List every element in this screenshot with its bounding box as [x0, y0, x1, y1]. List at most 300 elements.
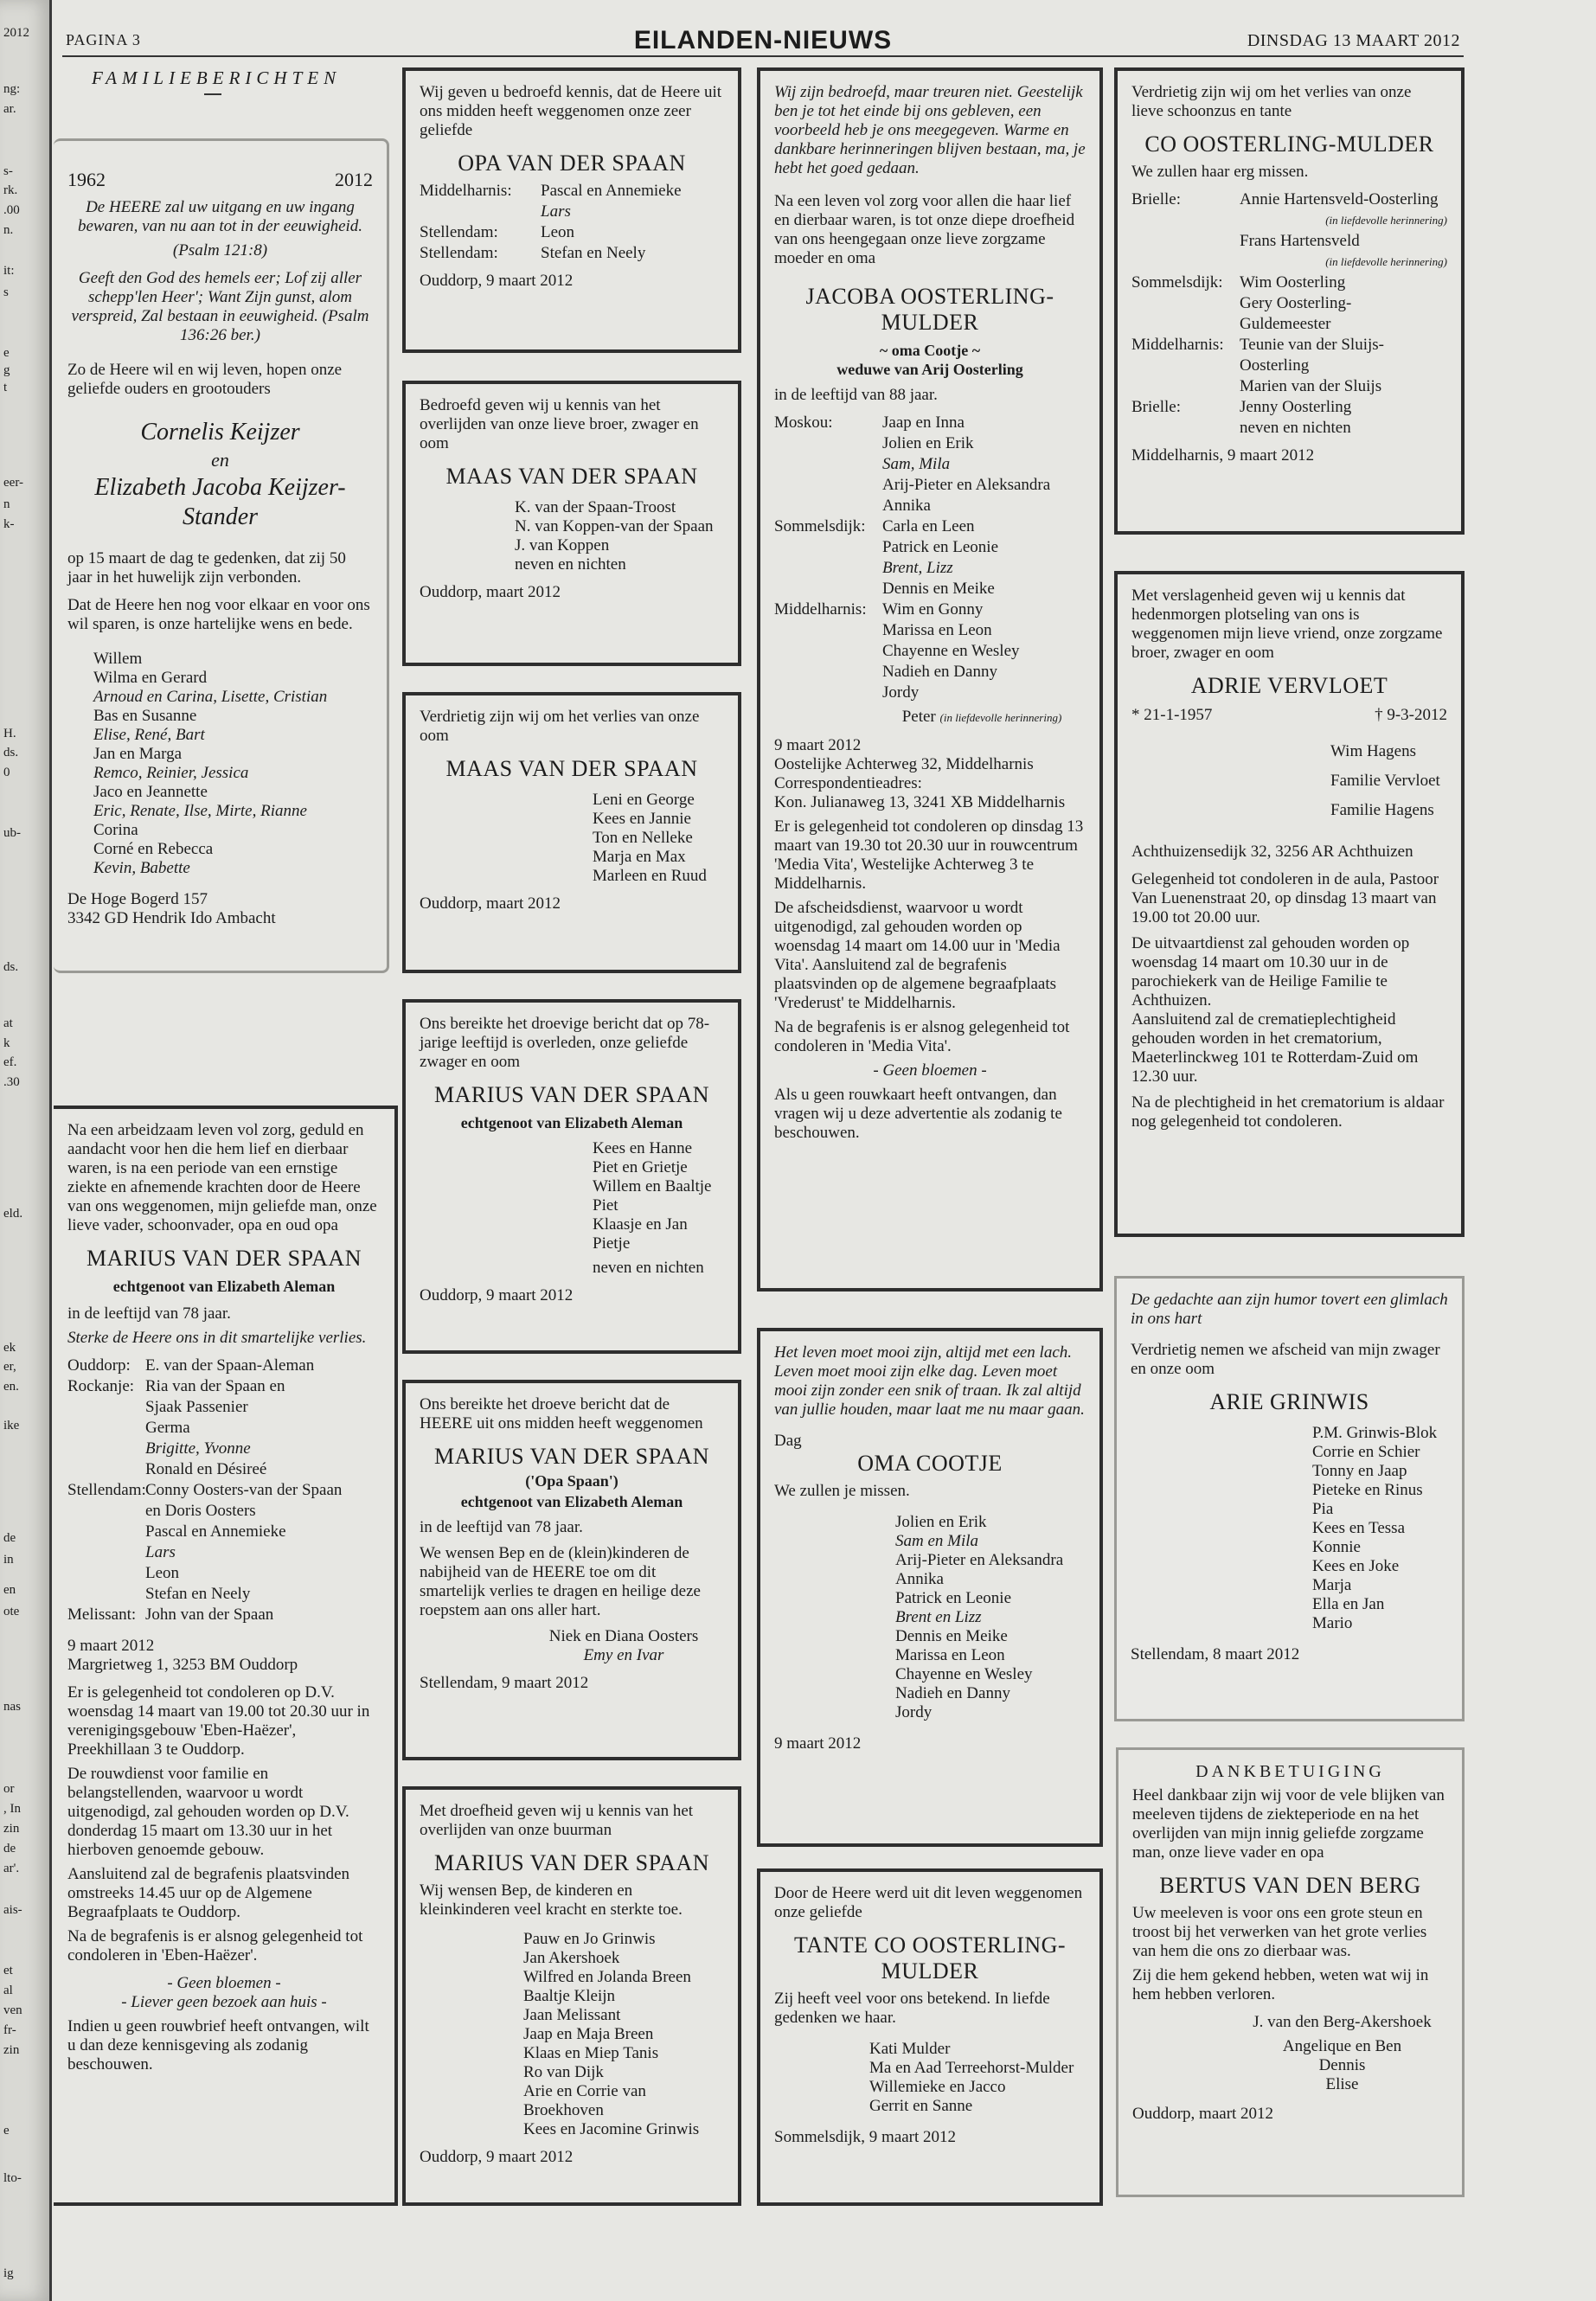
page-fold-shadow	[0, 0, 52, 2301]
list-item: Pietje	[593, 1234, 631, 1253]
strip-fragment: de	[3, 1842, 16, 1856]
list-item: Willem en Baaltje	[593, 1177, 712, 1195]
strip-fragment: rk.	[3, 183, 18, 197]
list-item: Jaco en Jeannette	[93, 783, 208, 801]
section-heading: FAMILIEBERICHTEN	[92, 67, 342, 88]
row-names: Sjaak Passenier	[145, 1398, 248, 1416]
list-item: Kees en Hanne	[593, 1139, 693, 1157]
row-names: Conny Oosters-van der Spaan	[145, 1481, 343, 1499]
strip-fragment: fr-	[3, 2023, 16, 2037]
age-line: in de leeftijd van 88 jaar.	[774, 386, 938, 404]
row-place: Moskou:	[774, 413, 833, 432]
strip-fragment: et	[3, 1964, 13, 1977]
issue-date: DINSDAG 13 MAART 2012	[1247, 31, 1460, 50]
notice-date: Stellendam, 8 maart 2012	[1131, 1645, 1300, 1663]
deceased-name: ARIE GRINWIS	[1209, 1389, 1369, 1414]
newspaper-title: EILANDEN-NIEUWS	[633, 26, 893, 54]
nickname: ~ oma Cootje ~	[879, 342, 981, 359]
list-item: Kati Mulder	[869, 2040, 951, 2058]
list-item: Willemieke en Jacco	[869, 2078, 1006, 2096]
relatives-list	[1131, 190, 1447, 438]
row-names: John van der Spaan	[145, 1606, 274, 1624]
row-names: Jordy	[882, 683, 920, 702]
heading-divider	[204, 93, 221, 95]
anniversary-body-2: Dat de Heere hen nog voor elkaar en voor ons wil sparen, is onze hartelijke wens en bede.	[67, 596, 370, 633]
year-from: 1962	[67, 169, 106, 190]
row-place	[420, 202, 541, 221]
death-date: † 9-3-2012	[1375, 706, 1447, 724]
strip-fragment: H.	[3, 727, 16, 740]
after-service-info: Na de plechtigheid in het crematorium is aldaar nog gelegenheid tot condoleren.	[1131, 1093, 1445, 1131]
list-item: Arij-Pieter en Aleksandra	[895, 1551, 1064, 1569]
correspondence-label: Correspondentieadres:	[774, 774, 922, 792]
table-row	[774, 434, 1086, 453]
row-place	[774, 621, 882, 640]
cremation-info: Aansluitend zal de crematieplechtigheid gehouden worden in het crematorium, Maeterlinckweg 101 te Rotterdam-Zuid om 12.30 uur.	[1131, 1010, 1419, 1086]
row-names: Nadieh en Danny	[882, 663, 997, 681]
list-item: Sam en Mila	[895, 1532, 979, 1550]
service-info: De rouwdienst voor familie en belangstellenden, waarvoor u wordt uitgenodigd, zal gehouden worden op D.V. donderdag 15 maart om 13.30 uur in het hierboven genoemde gebouw.	[67, 1765, 349, 1859]
notice-intro: Wij geven u bedroefd kennis, dat de Heere uit ons midden heeft weggenomen onze zeer geliefde	[420, 83, 722, 139]
notice-intro: Heel dankbaar zijn wij voor de vele blijken van meeleven tijdens de ziekteperiode en na het overlijden van mijn innig geliefde zorgzame man, onze lieve vader en opa	[1132, 1786, 1445, 1862]
strip-fragment: it:	[3, 264, 15, 278]
deceased-name: ADRIE VERVLOET	[1190, 673, 1388, 698]
row-names: Wim Oosterling	[1240, 273, 1346, 292]
table-row	[774, 663, 1086, 682]
row-place	[67, 1439, 145, 1458]
list-item: Marja	[1312, 1576, 1352, 1594]
table-row	[420, 223, 724, 242]
list-item: Jan Akershoek	[523, 1949, 620, 1967]
notice-date: Sommelsdijk, 9 maart 2012	[774, 2128, 957, 2146]
notice-date: Ouddorp, 9 maart 2012	[420, 2148, 574, 2166]
strip-fragment: de	[3, 1531, 16, 1545]
deceased-name: MARIUS VAN DER SPAAN	[86, 1246, 362, 1271]
relatives-list	[869, 2040, 1086, 2116]
row-place: Rockanje:	[67, 1377, 135, 1395]
list-item: Tonny en Jaap	[1312, 1462, 1407, 1480]
row-place	[67, 1398, 145, 1417]
list-item: Piet	[593, 1196, 619, 1215]
row-place	[1131, 315, 1240, 334]
anniversary-body-1: op 15 maart de dag te gedenken, dat zij 50 jaar in het huwelijk zijn verbonden.	[67, 549, 346, 586]
birth-date: * 21-1-1957	[1131, 706, 1213, 724]
notice-date: Ouddorp, maart 2012	[420, 583, 561, 601]
miss-line: We zullen je missen.	[774, 1482, 910, 1500]
deceased-name: MARIUS VAN DER SPAAN	[433, 1444, 709, 1469]
row-names: Stefan en Neely	[145, 1585, 251, 1603]
table-row	[67, 1398, 381, 1417]
relatives-list	[593, 791, 724, 886]
strip-fragment: ef.	[3, 1055, 17, 1069]
list-item: Familie Hagens	[1330, 801, 1434, 819]
deceased-name: MARIUS VAN DER SPAAN	[433, 1850, 709, 1875]
condolence-info: Gelegenheid tot condoleren in de aula, Pastoor Van Luenenstraat 20, op dinsdag 13 maart van 19.00 tot 20.00 uur.	[1131, 870, 1439, 926]
strip-fragment: ds.	[3, 746, 19, 760]
list-item: Willem	[93, 650, 143, 668]
burial-info: Aansluitend zal de begrafenis plaatsvinden omstreeks 14.45 uur op de Algemene Begraafplaats te Ouddorp.	[67, 1865, 350, 1921]
strip-fragment: ar.	[3, 102, 16, 116]
relatives-list	[774, 413, 1086, 702]
notice-intro: Verdrietig zijn wij om het verlies van onze oom	[420, 708, 700, 745]
adjacent-page-strip	[0, 0, 52, 2301]
row-place	[774, 642, 882, 661]
notice-intro: Met droefheid geven wij u kennis van het overlijden van onze buurman	[420, 1802, 694, 1839]
row-place	[774, 455, 882, 474]
list-item: Kees en Tessa	[1312, 1519, 1406, 1537]
row-place	[774, 663, 882, 682]
spouse-line: echtgenoot van Elizabeth Aleman	[460, 1493, 683, 1510]
strip-fragment: er,	[3, 1360, 16, 1374]
notice-intro: Ons bereikte het droeve bericht dat de HEERE uit ons midden heeft weggenomen	[420, 1395, 703, 1433]
list-item: Wilma en Gerard	[93, 669, 208, 687]
row-names: Sam, Mila	[882, 455, 951, 473]
notice-jacoba-oosterling-mulder	[757, 67, 1103, 1292]
widow-line: weduwe van Arij Oosterling	[836, 361, 1023, 378]
list-item: Jaap en Maja Breen	[523, 2025, 654, 2043]
list-item: Mario	[1312, 1614, 1353, 1632]
table-row	[774, 497, 1086, 516]
strip-fragment: lto-	[3, 2171, 22, 2185]
list-item: Bas en Susanne	[93, 707, 197, 725]
service-info: De uitvaartdienst zal gehouden worden op woensdag 14 maart om 10.30 uur in de parochiekerk van de Heilige Familie te Achthuizen.	[1131, 934, 1410, 1009]
list-item: Jolien en Erik	[895, 1513, 987, 1531]
list-item: Marleen en Ruud	[593, 867, 707, 885]
list-item: Angelique en Ben	[1282, 2037, 1402, 2055]
table-row	[1131, 336, 1447, 355]
notice-date: Ouddorp, maart 2012	[1132, 2105, 1274, 2123]
card-note: Indien u geen rouwbrief heeft ontvangen, wilt u dan deze kennisgeving als zodanig beschouwen.	[67, 2017, 369, 2073]
notice-body: Zij heeft veel voor ons betekend. In liefde gedenken we haar.	[774, 1990, 1050, 2027]
strip-fragment: 2012	[3, 26, 29, 40]
list-item: Ma en Aad Terreehorst-Mulder	[869, 2059, 1074, 2077]
row-place	[1131, 419, 1240, 438]
list-item: Chayenne en Wesley	[895, 1665, 1033, 1683]
list-item: Jordy	[895, 1703, 933, 1721]
table-row	[774, 621, 1086, 640]
table-row	[67, 1460, 381, 1479]
anniversary-intro: Zo de Heere wil en wij leven, hopen onze geliefde ouders en grootouders	[67, 361, 343, 398]
row-place	[67, 1502, 145, 1521]
table-row	[774, 600, 1086, 619]
list-item: neven en nichten	[515, 555, 626, 574]
verse-1: De HEERE zal uw uitgang en uw ingang bewaren, van nu aan tot in der eeuwigheid.	[77, 198, 363, 235]
row-names: Annika	[882, 497, 931, 515]
row-names: Pascal en Annemieke	[145, 1522, 286, 1541]
table-row	[67, 1606, 381, 1625]
row-place	[774, 580, 882, 599]
row-place	[1131, 294, 1240, 313]
strip-fragment: g	[3, 363, 10, 377]
strip-fragment: eer-	[3, 476, 24, 490]
row-names: Arij-Pieter en Aleksandra	[882, 476, 1051, 494]
after-burial-info: Na de begrafenis is er alsnog gelegenheid tot condoleren in 'Media Vita'.	[774, 1018, 1070, 1055]
row-names: Pascal en Annemieke	[541, 182, 682, 200]
list-item: Arie en Corrie van Broekhoven	[523, 2082, 646, 2119]
strip-fragment: ub-	[3, 826, 21, 840]
life-dates	[1131, 706, 1447, 725]
relatives-list	[1312, 1424, 1448, 1633]
row-names: Carla en Leen	[882, 517, 975, 535]
row-place: Sommelsdijk:	[1131, 273, 1223, 292]
row-place	[774, 434, 882, 453]
table-row	[67, 1356, 381, 1375]
strip-fragment: n.	[3, 223, 14, 237]
strip-fragment: nas	[3, 1700, 21, 1714]
row-names: Marissa en Leon	[882, 621, 992, 639]
row-names: Lars	[541, 202, 571, 221]
notice-opa-van-der-spaan	[402, 67, 741, 353]
table-row	[774, 476, 1086, 495]
table-row	[1131, 315, 1447, 334]
row-place: Middelharnis:	[420, 182, 512, 200]
table-row	[774, 413, 1086, 433]
row-names: Germa	[145, 1419, 190, 1437]
row-names: Ronald en Désireé	[145, 1460, 267, 1478]
list-item: Elise, René, Bart	[93, 726, 205, 744]
notice-tante-co	[757, 1868, 1103, 2206]
list-item: Dennis	[1318, 2056, 1366, 2074]
celebrant-1: Cornelis Keijzer	[140, 419, 300, 445]
notice-body: Wij wensen Bep, de kinderen en kleinkinderen veel kracht en sterkte toe.	[420, 1881, 683, 1919]
list-item: Kevin, Babette	[93, 859, 190, 877]
list-item: P.M. Grinwis-Blok	[1312, 1424, 1438, 1442]
list-item: Annika	[895, 1570, 944, 1588]
notice-maas-van-der-spaan-2	[402, 692, 741, 973]
list-item: Corina	[93, 821, 138, 839]
row-place	[67, 1543, 145, 1562]
list-item: Jaan Melissant	[523, 2006, 621, 2024]
table-row	[774, 642, 1086, 661]
relatives-list	[523, 1930, 724, 2139]
strip-fragment: ike	[3, 1419, 20, 1433]
strip-fragment: en.	[3, 1380, 19, 1394]
strip-fragment: ote	[3, 1605, 20, 1618]
strip-fragment: ar'.	[3, 1862, 20, 1875]
service-info: De afscheidsdienst, waarvoor u wordt uitgenodigd, zal gehouden worden op woensdag 14 maart om 14.00 uur in 'Media Vita'. Aansluitend zal de begrafenis plaatsvinden op de algemene begraafplaats 'Vrederust' te Middelharnis.	[774, 899, 1061, 1012]
table-row	[1131, 253, 1447, 272]
table-row	[1131, 232, 1447, 251]
list-item: Marissa en Leon	[895, 1646, 1005, 1664]
no-flowers: - Geen bloemen -	[873, 1061, 987, 1080]
row-place	[67, 1522, 145, 1541]
table-row	[67, 1481, 381, 1500]
strip-fragment: t	[3, 381, 8, 394]
relatives-list	[1236, 2037, 1448, 2094]
row-names: Jolien en Erik	[882, 434, 974, 452]
list-item: Konnie	[1312, 1538, 1361, 1556]
table-row	[67, 1543, 381, 1562]
strip-fragment: 0	[3, 766, 10, 779]
notice-address: Oostelijke Achterweg 32, Middelharnis	[774, 755, 1034, 773]
row-place: Stellendam:	[67, 1481, 146, 1499]
strip-fragment: ek	[3, 1341, 16, 1355]
row-names: Leon	[145, 1564, 180, 1582]
row-names: Wim en Gonny	[882, 600, 984, 619]
row-place	[1131, 232, 1240, 251]
table-row	[67, 1585, 381, 1604]
row-place: Brielle:	[1131, 398, 1181, 416]
notice-intro: Verdrietig nemen we afscheid van mijn zwager en onze oom	[1131, 1341, 1440, 1378]
notice-marius-zwager	[402, 999, 741, 1354]
list-item: Dennis en Meike	[895, 1627, 1008, 1645]
verse: Het leven moet mooi zijn, altijd met een lach. Leven moet mooi zijn elke dag. Leven moet mooi zijn zonder een snik of traan. Ik zal altijd van jullie houden, maar laat me nu maar gaan.	[774, 1343, 1085, 1419]
row-place	[67, 1585, 145, 1604]
signer: J. van den Berg-Akershoek	[1253, 2013, 1432, 2031]
row-names: Patrick en Leonie	[882, 538, 999, 556]
strip-fragment: k	[3, 1036, 10, 1050]
conjunction: en	[211, 449, 229, 471]
strip-fragment: in	[3, 1553, 14, 1567]
anniversary-notice	[54, 138, 389, 973]
thank-you-notice	[1116, 1747, 1465, 2197]
strip-fragment: ven	[3, 2003, 22, 2017]
row-place	[1131, 356, 1240, 375]
notice-address: Achthuizensedijk 32, 3256 AR Achthuizen	[1131, 843, 1413, 861]
row-names: Jaap en Inna	[882, 413, 965, 432]
address-line-1: De Hoge Bogerd 157	[67, 890, 208, 908]
strip-fragment: al	[3, 1984, 13, 1997]
condolence-info: Er is gelegenheid tot condoleren op dinsdag 13 maart van 19.30 tot 20.30 uur in rouwcentrum 'Media Vita', Westelijke Achterweg 3 te Middelharnis.	[774, 817, 1084, 893]
list-item: Remco, Reinier, Jessica	[93, 764, 249, 782]
row-names: Ria van der Spaan en	[145, 1377, 285, 1395]
strip-fragment: eld.	[3, 1207, 23, 1221]
strip-fragment: .30	[3, 1075, 20, 1089]
notice-intro: Ons bereikte het droevige bericht dat op 78-jarige leeftijd is overleden, onze geliefde zwager en oom	[420, 1015, 710, 1071]
list-item: Eric, Renate, Ilse, Mirte, Rianne	[93, 802, 307, 820]
table-row	[774, 559, 1086, 578]
row-names: Frans Hartensveld	[1240, 232, 1360, 250]
year-to: 2012	[335, 169, 373, 190]
table-row	[420, 182, 724, 201]
row-names: Lars	[145, 1543, 176, 1561]
nickname: ('Opa Spaan')	[525, 1472, 619, 1490]
strip-fragment: ng:	[3, 82, 21, 96]
row-names: Oosterling	[1240, 356, 1310, 375]
strip-fragment: ig	[3, 2266, 14, 2280]
notice-date: 9 maart 2012	[67, 1637, 155, 1655]
row-names: Annie Hartensveld-Oosterling	[1240, 190, 1439, 208]
page-number: PAGINA 3	[66, 31, 141, 48]
row-place	[774, 683, 882, 702]
relatives-list	[1330, 737, 1447, 825]
list-item: Corné en Rebecca	[93, 840, 214, 858]
list-item: Arnoud en Carina, Lisette, Cristian	[93, 688, 328, 706]
table-row	[774, 683, 1086, 702]
row-place: Brielle:	[1131, 190, 1181, 208]
row-place	[67, 1564, 145, 1583]
strip-fragment: ais-	[3, 1903, 22, 1917]
list-item: Wilfred en Jolanda Breen	[523, 1968, 691, 1986]
notice-arie-grinwis	[1114, 1276, 1465, 1721]
strip-fragment: en	[3, 1583, 16, 1597]
in-memoriam-note: (in liefdevolle herinnering)	[939, 711, 1062, 724]
strip-fragment: at	[3, 1016, 13, 1030]
strip-fragment: .00	[3, 203, 20, 217]
row-names: Brigitte, Yvonne	[145, 1439, 251, 1458]
relatives-list	[593, 1139, 724, 1253]
table-row	[67, 1502, 381, 1521]
list-item: Pauw en Jo Grinwis	[523, 1930, 656, 1948]
signer-2: Emy en Ivar	[583, 1646, 664, 1664]
list-item: Ella en Jan	[1312, 1595, 1385, 1613]
miss-line: We zullen haar erg missen.	[1131, 163, 1309, 181]
notice-intro: Na een arbeidzaam leven vol zorg, geduld en aandacht voor hen die hem lief en dierbaar waren, is na een periode van een ernstige ziekte en afnemende krachten door de Heere van ons weggenomen, mijn geliefde man, onze lieve vader, schoonvader, opa en oud opa	[67, 1121, 377, 1234]
condolence-info: Er is gelegenheid tot condoleren op D.V. woensdag 14 maart van 19.00 tot 20.30 uur in verenigingsgebouw 'Eben-Haëzer', Preekhillaan 3 te Ouddorp.	[67, 1683, 370, 1759]
notice-co-oosterling-mulder	[1114, 67, 1465, 535]
relatives-list	[67, 1356, 381, 1625]
row-names: E. van der Spaan-Aleman	[145, 1356, 315, 1375]
card-note: Als u geen rouwkaart heeft ontvangen, dan vragen wij u deze advertentie als zodanig te beschouwen.	[774, 1086, 1062, 1142]
table-row	[774, 517, 1086, 536]
strip-fragment: ds.	[3, 960, 19, 974]
table-row	[67, 1522, 381, 1541]
notice-date: Ouddorp, maart 2012	[420, 894, 561, 913]
correspondence-address: Kon. Julianaweg 13, 3241 XB Middelharnis	[774, 793, 1066, 811]
table-row	[67, 1377, 381, 1396]
strip-fragment: zin	[3, 2043, 20, 2057]
list-item: Baaltje Kleijn	[523, 1987, 616, 2005]
notice-intro: Door de Heere werd uit dit leven weggenomen onze geliefde	[774, 1884, 1083, 1921]
verse: Wij zijn bedroefd, maar treuren niet. Geestelijk ben je tot het einde bij ons gebleven, een voorbeeld heb je ons meegegeven. Warme en dankbare herinneringen blijven bestaan, ma, je hebt het goed gedaan.	[774, 83, 1086, 177]
row-place: Sommelsdijk:	[774, 517, 866, 535]
notice-date: Middelharnis, 9 maart 2012	[1131, 446, 1315, 465]
table-row	[1131, 398, 1447, 417]
list-item: Patrick en Leonie	[895, 1589, 1012, 1607]
strip-fragment: zin	[3, 1822, 20, 1836]
row-names: Gery Oosterling-	[1240, 294, 1352, 312]
no-flowers: - Geen bloemen -	[167, 1974, 281, 1992]
row-place: Middelharnis:	[1131, 336, 1224, 354]
verse-2: Geeft den God des hemels eer; Lof zij aller schepp'len Heer'; Want Zijn gunst, alom verspreid, Zal bestaan in eeuwigheid. (Psalm 136:26 ber.)	[71, 269, 369, 344]
row-place	[774, 497, 882, 516]
table-row	[1131, 356, 1447, 375]
row-place	[1131, 253, 1240, 272]
table-row	[1131, 211, 1447, 230]
table-row	[67, 1439, 381, 1458]
address-line-2: 3342 GD Hendrik Ido Ambacht	[67, 909, 276, 927]
strip-fragment: e	[3, 346, 10, 360]
row-place	[1131, 211, 1240, 230]
deceased-name: JACOBA OOSTERLING-MULDER	[805, 284, 1054, 335]
verse-line: Sterke de Heere ons in dit smartelijke verlies.	[67, 1329, 367, 1347]
notice-adrie-vervloet	[1114, 571, 1465, 1237]
row-names: Marien van der Sluijs	[1240, 377, 1382, 395]
row-names: Stefan en Neely	[541, 244, 646, 262]
list-item: Jan en Marga	[93, 745, 183, 763]
deceased-name: CO OOSTERLING-MULDER	[1144, 131, 1434, 157]
thanks-body-2: Zij die hem gekend hebben, weten wat wij in hem hebben verloren.	[1132, 1966, 1429, 2003]
deceased-name: OMA COOTJE	[857, 1451, 1003, 1476]
deceased-name: MAAS VAN DER SPAAN	[445, 464, 698, 489]
notice-date: Ouddorp, 9 maart 2012	[420, 1286, 574, 1304]
list-item: Brent en Lizz	[895, 1608, 982, 1626]
row-place	[67, 1460, 145, 1479]
list-item: Piet en Grietje	[593, 1158, 688, 1176]
death-notice-marius-family	[54, 1106, 398, 2206]
list-item: Familie Vervloet	[1330, 772, 1440, 790]
notice-date: Stellendam, 9 maart 2012	[420, 1674, 589, 1692]
list-item: Ro van Dijk	[523, 2063, 604, 2081]
notice-maas-van-der-spaan-1	[402, 381, 741, 666]
table-row	[1131, 294, 1447, 313]
row-place: Melissant:	[67, 1606, 137, 1624]
table-row	[774, 580, 1086, 599]
relatives-list	[515, 498, 724, 574]
list-item: K. van der Spaan-Troost	[515, 498, 676, 516]
notice-marius-buurman	[402, 1786, 741, 2206]
notice-address: Margrietweg 1, 3253 BM Ouddorp	[67, 1656, 298, 1674]
